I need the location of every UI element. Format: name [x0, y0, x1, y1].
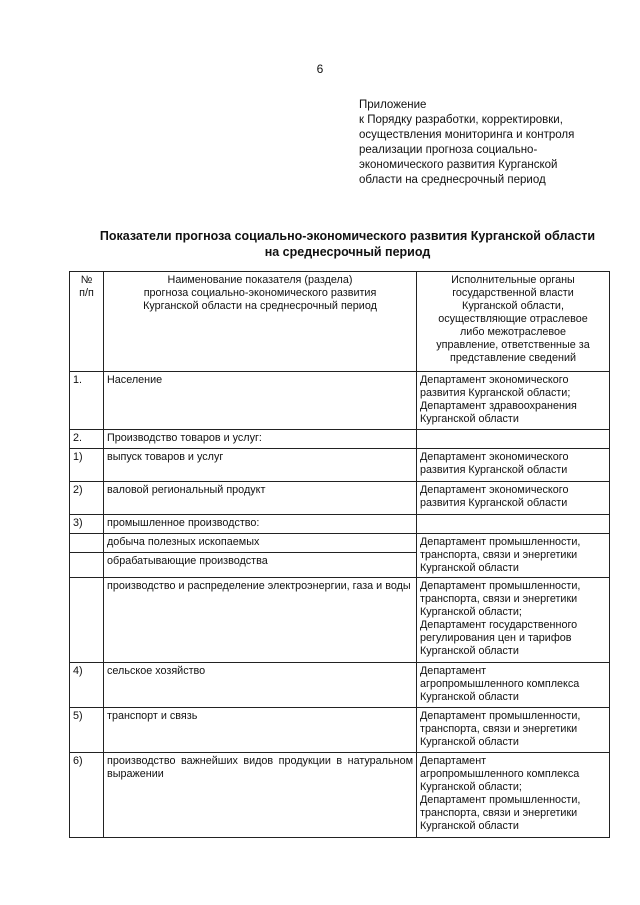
row-number: 2) [70, 482, 104, 515]
appendix-line: реализации прогноза социально- [359, 144, 538, 156]
row-indicator: выпуск товаров и услуг [104, 449, 417, 482]
row-indicator: сельское хозяйство [104, 663, 417, 708]
row-number: 1. [70, 372, 104, 430]
header-indicator-name: Наименование показателя (раздела) прогноза социально-экономического развития Курганской области на среднесрочный период [104, 272, 417, 372]
page-number: 6 [316, 62, 324, 76]
table-row [70, 534, 610, 553]
appendix-line: экономического развития Курганской [359, 159, 558, 171]
table-header-row [70, 272, 610, 372]
row-number [70, 553, 104, 578]
header-responsible-body: Исполнительные органы государственной власти Курганской области, осуществляющие отраслевое либо межотраслевое управление, ответственные за представление сведений [417, 272, 610, 372]
table-row [70, 578, 610, 663]
row-responsible: Департамент промышленности, транспорта, связи и энергетики Курганской области; Департамент государственного регулирования цен и тарифов Курганской области [417, 578, 610, 663]
row-number: 4) [70, 663, 104, 708]
indicators-table [69, 271, 610, 838]
row-indicator: производство и распределение электроэнергии, газа и воды [104, 578, 417, 663]
row-indicator: Производство товаров и услуг: [104, 430, 417, 449]
document-title-line: на среднесрочный период [264, 245, 431, 259]
row-indicator: Население [104, 372, 417, 430]
row-responsible: Департамент агропромышленного комплекса Курганской области; Департамент промышленности, транспорта, связи и энергетики Курганской области [417, 753, 610, 838]
document-title-line: Показатели прогноза социально-экономического развития Курганской области [99, 229, 596, 243]
document-title [55, 228, 640, 260]
appendix-line: Приложение [359, 99, 427, 111]
row-indicator: валовой региональный продукт [104, 482, 417, 515]
row-responsible: Департамент экономического развития Курганской области [417, 482, 610, 515]
row-responsible [417, 430, 610, 449]
row-number: 3) [70, 515, 104, 534]
appendix-note [359, 98, 629, 188]
table-row [70, 372, 610, 430]
row-responsible: Департамент агропромышленного комплекса Курганской области [417, 663, 610, 708]
row-number: 2. [70, 430, 104, 449]
row-indicator: производство важнейших видов продукции в натуральном выражении [104, 753, 417, 838]
table-row [70, 482, 610, 515]
header-number: № п/п [70, 272, 104, 372]
row-responsible [417, 515, 610, 534]
row-responsible: Департамент промышленности, транспорта, связи и энергетики Курганской области [417, 534, 610, 578]
table-row [70, 753, 610, 838]
appendix-line: осуществления мониторинга и контроля [359, 129, 575, 141]
table-row [70, 663, 610, 708]
row-indicator: добыча полезных ископаемых [104, 534, 417, 553]
table-row [70, 515, 610, 534]
table-row [70, 449, 610, 482]
row-indicator: промышленное производство: [104, 515, 417, 534]
table-row [70, 430, 610, 449]
table-row [70, 708, 610, 753]
row-number [70, 578, 104, 663]
row-number [70, 534, 104, 553]
row-indicator: обрабатывающие производства [104, 553, 417, 578]
row-responsible: Департамент экономического развития Курганской области [417, 449, 610, 482]
appendix-line: к Порядку разработки, корректировки, [359, 114, 563, 126]
row-indicator: транспорт и связь [104, 708, 417, 753]
appendix-line: области на среднесрочный период [359, 174, 546, 186]
row-responsible: Департамент промышленности, транспорта, связи и энергетики Курганской области [417, 708, 610, 753]
row-number: 1) [70, 449, 104, 482]
row-number: 5) [70, 708, 104, 753]
row-number: 6) [70, 753, 104, 838]
row-responsible: Департамент экономического развития Курганской области; Департамент здравоохранения Курганской области [417, 372, 610, 430]
